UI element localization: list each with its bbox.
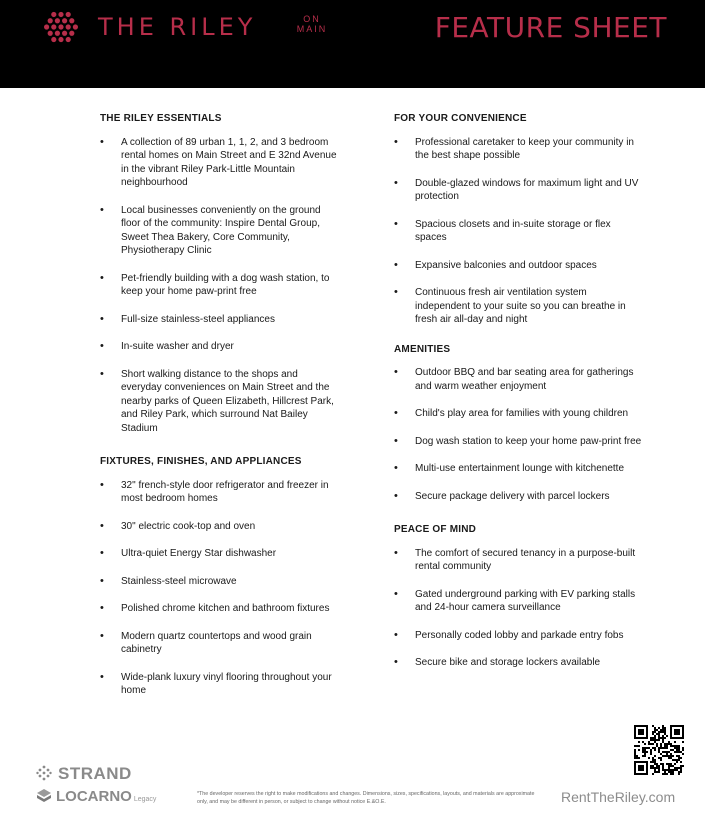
list-item: • Child's play area for families with young children: [394, 407, 644, 421]
brand-name: THE RILEY: [98, 13, 257, 41]
list-item: • Full-size stainless-steel appliances: [100, 313, 340, 327]
bullet-list: [394, 366, 644, 503]
bullet-list: [100, 479, 340, 698]
brand-sub-on: ON: [303, 14, 321, 24]
list-item: • Wide-plank luxury vinyl flooring throughout your home: [100, 671, 340, 698]
section-title: AMENITIES: [394, 343, 451, 355]
list-item: • Gated underground parking with EV parking stalls and 24-hour camera surveillance: [394, 588, 644, 615]
list-item: • A collection of 89 urban 1, 1, 2, and 3 bedroom rental homes on Main Street and E 32nd Avenue in the vibrant Riley Park-Little Mountain neighbourhood: [100, 136, 340, 190]
section-title: THE RILEY ESSENTIALS: [100, 113, 222, 124]
list-item: • 30" electric cook-top and oven: [100, 520, 340, 534]
section-title: PEACE OF MIND: [394, 524, 477, 535]
strand-logo: [36, 764, 132, 784]
list-item: • Secure bike and storage lockers available: [394, 656, 644, 670]
list-item: • Dog wash station to keep your home paw-print free: [394, 435, 644, 449]
brand-subtitle: [294, 14, 330, 34]
list-item: • Multi-use entertainment lounge with kitchenette: [394, 462, 644, 476]
list-item: • Spacious closets and in-suite storage or flex spaces: [394, 218, 644, 245]
list-item: • Ultra-quiet Energy Star dishwasher: [100, 547, 340, 561]
section-peace-of-mind: [394, 523, 644, 670]
hexagon-dot-cluster-icon: [40, 6, 82, 48]
disclaimer-text: *The developer reserves the right to make modifications and changes. Dimensions, sizes, specifications, layouts, and materials are approximate only, and may be different in person, or subject to change without notice E.&O.E.: [197, 791, 535, 805]
section-amenities: [394, 343, 644, 504]
list-item: • Outdoor BBQ and bar seating area for gatherings and warm weather enjoyment: [394, 366, 644, 393]
locarno-logo: [36, 788, 156, 805]
strand-mark-icon: [36, 765, 52, 781]
legacy-label: Legacy: [133, 796, 157, 803]
list-item: • Continuous fresh air ventilation system independent to your suite so you can breathe in fresh air all-day and night: [394, 286, 644, 327]
list-item: • Double-glazed windows for maximum light and UV protection: [394, 177, 644, 204]
list-item: • Expansive balconies and outdoor spaces: [394, 259, 644, 273]
page-title: FEATURE SHEET: [434, 11, 667, 44]
bullet-list: [394, 136, 644, 327]
list-item: • Secure package delivery with parcel lockers: [394, 490, 644, 504]
bullet-list: [100, 136, 340, 436]
section-fixtures: [100, 455, 340, 698]
locarno-mark-icon: [36, 788, 52, 804]
qr-code-icon[interactable]: [634, 725, 684, 775]
list-item: • Pet-friendly building with a dog wash station, to keep your home paw-print free: [100, 272, 340, 299]
list-item: • Modern quartz countertops and wood grain cabinetry: [100, 630, 340, 657]
list-item: • Local businesses conveniently on the ground floor of the community: Inspire Dental Group, Sweet Thea Bakery, Core Community, Physiotherapy Clinic: [100, 204, 340, 258]
header-bar: [0, 0, 705, 88]
section-title: FIXTURES, FINISHES, AND APPLIANCES: [100, 456, 302, 467]
strand-logo-text: STRAND: [58, 764, 132, 783]
section-convenience: [394, 112, 644, 327]
section-title: FOR YOUR CONVENIENCE: [394, 113, 527, 124]
list-item: • In-suite washer and dryer: [100, 340, 340, 354]
locarno-logo-text: LOCARNO: [56, 788, 132, 805]
list-item: • Polished chrome kitchen and bathroom fixtures: [100, 602, 340, 616]
right-column: [394, 112, 644, 686]
brand-sub-main: MAIN: [296, 24, 328, 34]
bullet-list: [394, 547, 644, 670]
left-column: [100, 112, 340, 714]
website-link[interactable]: RentTheRiley.com: [561, 789, 676, 805]
list-item: • Short walking distance to the shops and everyday conveniences on Main Street and the nearby parks of Queen Elizabeth, Hillcrest Park, and Riley Park, which surround Nat Bailey Stadium: [100, 368, 340, 436]
list-item: • The comfort of secured tenancy in a purpose-built rental community: [394, 547, 644, 574]
list-item: • 32" french-style door refrigerator and freezer in most bedroom homes: [100, 479, 340, 506]
list-item: • Professional caretaker to keep your community in the best shape possible: [394, 136, 644, 163]
list-item: • Personally coded lobby and parkade entry fobs: [394, 629, 644, 643]
list-item: • Stainless-steel microwave: [100, 575, 340, 589]
section-essentials: [100, 112, 340, 435]
